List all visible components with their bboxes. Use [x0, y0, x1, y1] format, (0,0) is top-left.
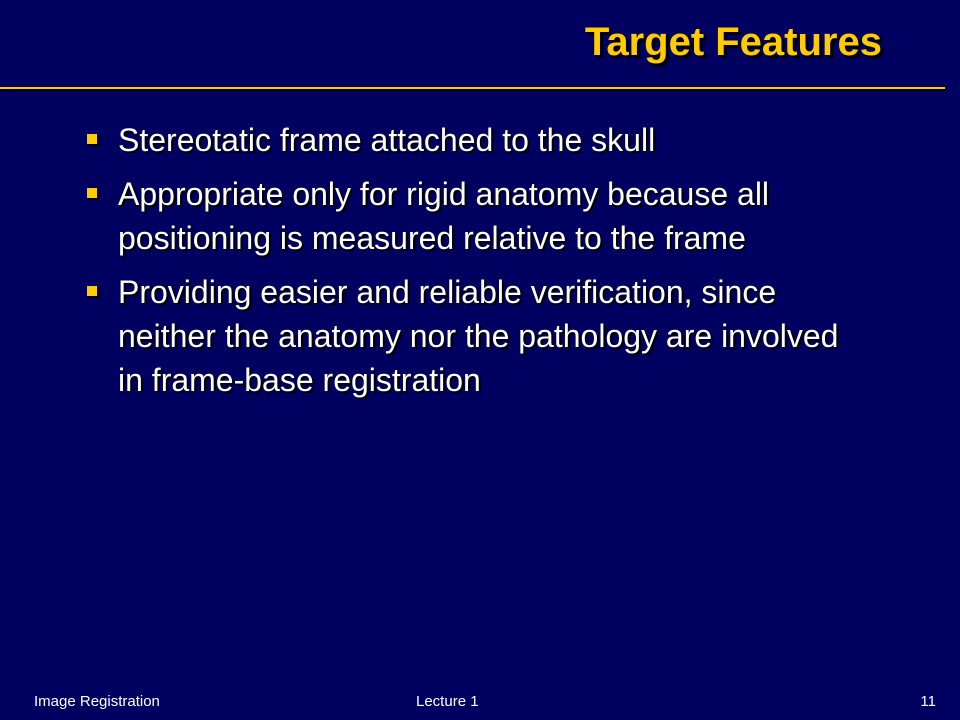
square-bullet-icon	[87, 134, 97, 144]
footer-page-number: 11	[920, 693, 936, 710]
bullet-list	[82, 118, 872, 412]
footer-lecture-label: Lecture 1	[416, 693, 479, 710]
title-divider	[0, 87, 945, 89]
bullet-item	[82, 118, 872, 162]
slide-title: Target Features	[584, 20, 882, 64]
bullet-item	[82, 270, 872, 402]
square-bullet-icon	[87, 188, 97, 198]
bullet-text: Providing easier and reliable verification, since neither the anatomy nor the pathology are involved in frame-base registration	[118, 274, 839, 398]
footer-course-name: Image Registration	[34, 693, 160, 710]
bullet-text: Appropriate only for rigid anatomy because all positioning is measured relative to the frame	[118, 176, 770, 256]
bullet-text: Stereotatic frame attached to the skull	[118, 122, 656, 158]
bullet-item	[82, 172, 872, 260]
square-bullet-icon	[87, 286, 97, 296]
